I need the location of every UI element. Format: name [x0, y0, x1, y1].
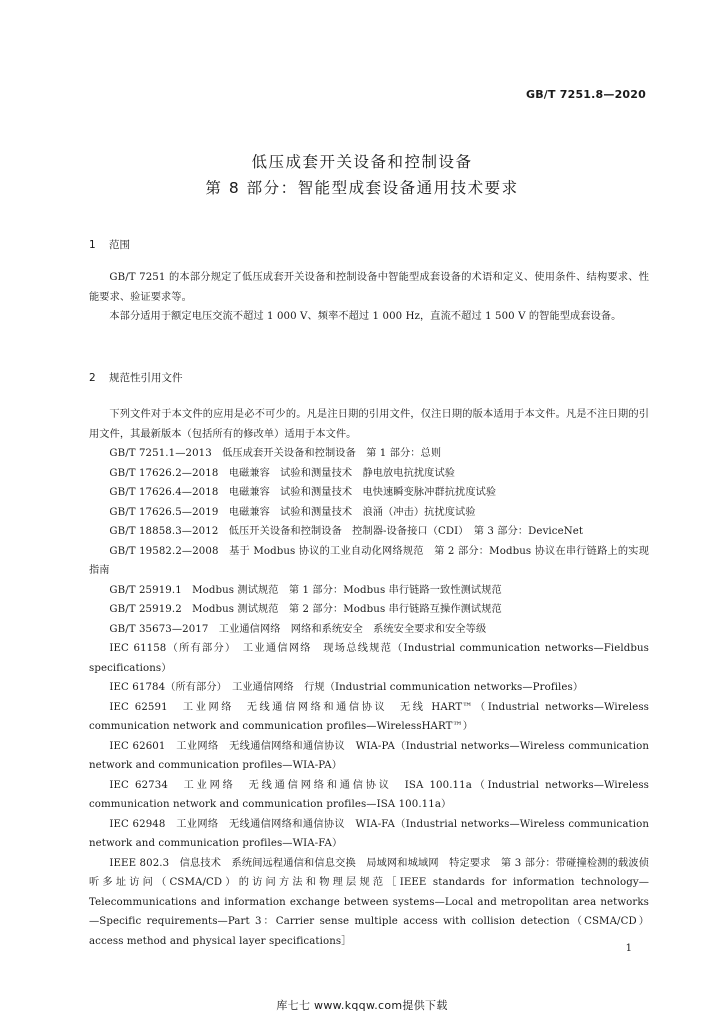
reference-item: IEC 62601 工业网络 无线通信网络和通信协议 WIA-PA（Industrial networks—Wireless communication network and communication profiles—WIA-PA）: [89, 740, 649, 771]
paragraph: GB/T 7251 的本部分规定了低压成套开关设备和控制设备中智能型成套设备的术语和定义、使用条件、结构要求、性能要求、验证要求等。: [89, 272, 649, 303]
section-1-body: [89, 268, 649, 327]
reference-item: IEC 61784（所有部分） 工业通信网络 行规（Industrial communication networks—Profiles）: [109, 682, 584, 693]
reference-item: GB/T 19582.2—2008 基于 Modbus 协议的工业自动化网络规范 第 2 部分：Modbus 协议在串行链路上的实现指南: [89, 545, 649, 576]
reference-item: GB/T 25919.2 Modbus 测试规范 第 2 部分：Modbus 串行链路互操作测试规范: [109, 604, 502, 615]
standard-code: GB/T 7251.8—2020: [525, 88, 646, 101]
page-number: 1: [625, 943, 632, 954]
download-watermark: 库七七 www.kqqw.com提供下载: [276, 999, 448, 1012]
section-2-heading: [89, 370, 183, 385]
reference-item: IEC 62734 工业网络 无线通信网络和通信协议 ISA 100.11a（Industrial networks—Wireless communication network and communication profiles—ISA 100.11a）: [89, 779, 649, 810]
section-number: 1: [89, 239, 96, 251]
reference-item: GB/T 17626.5—2019 电磁兼容 试验和测量技术 浪涌（冲击）抗扰度试验: [109, 506, 476, 518]
reference-item: IEC 61158（所有部分） 工业通信网络 现场总线规范（Industrial communication networks—Fieldbus specifications）: [89, 643, 649, 674]
reference-item: GB/T 17626.2—2018 电磁兼容 试验和测量技术 静电放电抗扰度试验: [109, 467, 456, 479]
document-title: 低压成套开关设备和控制设备: [251, 153, 473, 171]
section-1-heading: [89, 237, 130, 252]
reference-item: IEC 62948 工业网络 无线通信网络和通信协议 WIA-FA（Industrial networks—Wireless communication network and communication profiles—WIA-FA）: [89, 818, 649, 849]
reference-item: GB/T 25919.1 Modbus 测试规范 第 1 部分：Modbus 串行链路一致性测试规范: [109, 584, 502, 596]
section-number: 2: [89, 372, 96, 384]
section-title: 范围: [109, 239, 130, 251]
paragraph: 本部分适用于额定电压交流不超过 1 000 V、频率不超过 1 000 Hz，直流不超过 1 500 V 的智能型成套设备。: [109, 311, 622, 322]
reference-item: IEEE 802.3 信息技术 系统间远程通信和信息交换 局域网和城域网 特定要求 第 3 部分：带碰撞检测的载波侦听多址访问（CSMA/CD）的访问方法和物理层规范［IEEE standards for information technology—Telecommunications and information exchange between systems—Local and metropolitan area networks—Specific requirements—Part 3：Carrier sense multiple access with collision detection（CSMA/CD）access method and physical layer specifications］: [89, 857, 649, 947]
reference-item: GB/T 35673—2017 工业通信网络 网络和系统安全 系统安全要求和安全等级: [109, 623, 487, 635]
section-title: 规范性引用文件: [109, 372, 183, 384]
section-2-body: [89, 405, 649, 951]
reference-item: IEC 62591 工业网络 无线通信网络和通信协议 无线 HART™（Industrial networks—Wireless communication network and communication profiles—WirelessHART™）: [89, 701, 649, 732]
paragraph: 下列文件对于本文件的应用是必不可少的。凡是注日期的引用文件，仅注日期的版本适用于本文件。凡是不注日期的引用文件，其最新版本（包括所有的修改单）适用于本文件。: [89, 409, 649, 440]
reference-item: GB/T 17626.4—2018 电磁兼容 试验和测量技术 电快速瞬变脉冲群抗扰度试验: [109, 487, 497, 498]
reference-item: GB/T 7251.1—2013 低压成套开关设备和控制设备 第 1 部分：总则: [109, 448, 442, 459]
document-subtitle: 第 8 部分：智能型成套设备通用技术要求: [205, 179, 519, 197]
reference-item: GB/T 18858.3—2012 低压开关设备和控制设备 控制器-设备接口（CDI） 第 3 部分：DeviceNet: [109, 526, 584, 537]
